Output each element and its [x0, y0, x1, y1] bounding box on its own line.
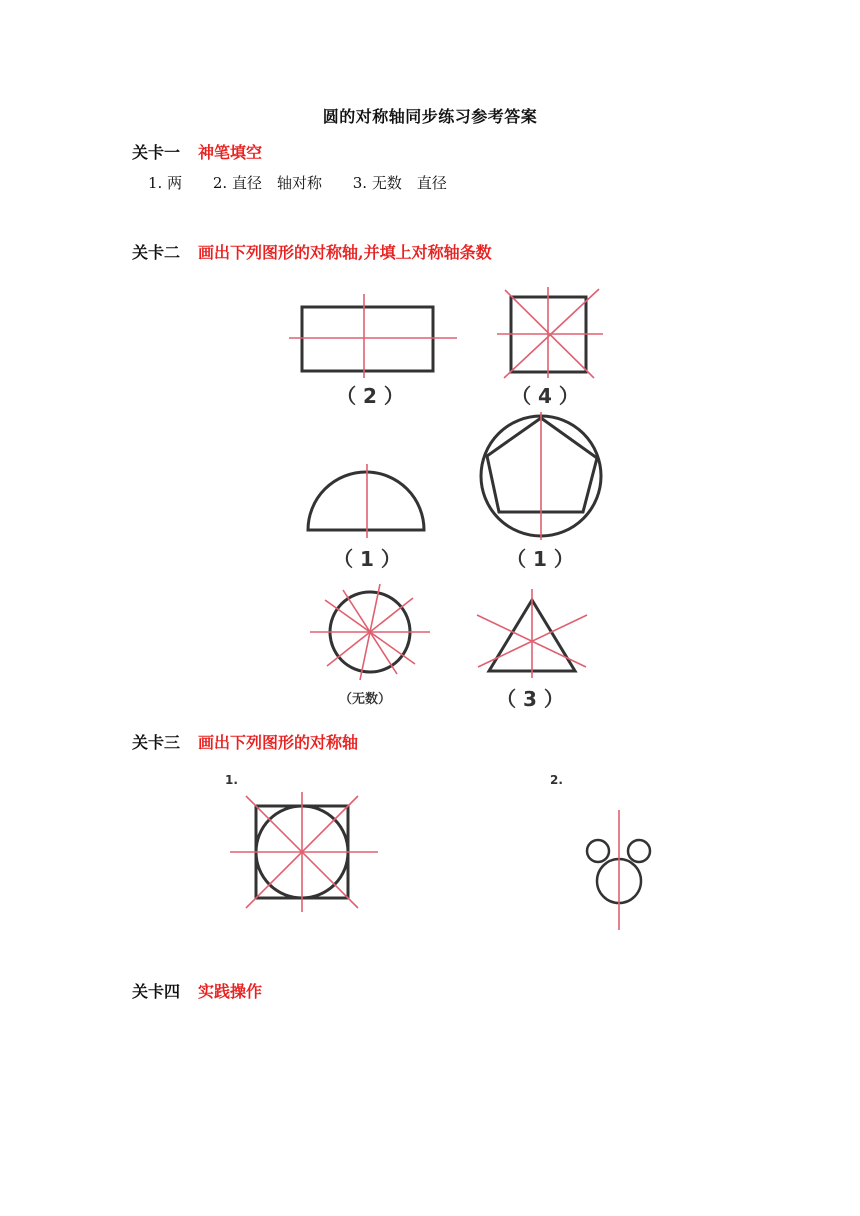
section-topic: 实践操作: [198, 982, 263, 1001]
section-label: 关卡三: [132, 733, 181, 752]
rectangle-figure: [285, 290, 465, 380]
mouse-head-figure: [575, 808, 665, 933]
section-label: 关卡二: [132, 243, 181, 262]
section-label: 关卡一: [132, 143, 181, 162]
question-number-1: 1.: [225, 773, 238, 787]
question-number-2: 2.: [550, 773, 563, 787]
section-heading-2: [132, 240, 492, 263]
pentagon-figure: [475, 408, 610, 543]
section-heading-1: [132, 140, 262, 163]
triangle-figure: [475, 585, 590, 680]
square-circle-figure: [228, 790, 383, 915]
section-topic: 画出下列图形的对称轴,并填上对称轴条数: [198, 243, 492, 262]
square-axis-count: （ 4 ）: [511, 384, 579, 408]
answer-2: 2. 直径 轴对称: [212, 174, 322, 192]
document-title: 圆的对称轴同步练习参考答案: [322, 107, 538, 126]
circle-axis-count: （无数）: [338, 692, 392, 707]
answer-3: 3. 无数 直径: [352, 174, 447, 192]
pentagon-axis-count: （ 1 ）: [506, 547, 574, 571]
answers-row: [148, 172, 473, 193]
semicircle-figure: [300, 460, 435, 540]
section-heading-3: [132, 730, 358, 753]
triangle-axis-count: （ 3 ）: [496, 687, 564, 711]
section-heading-4: [132, 979, 262, 1002]
section-label: 关卡四: [132, 982, 181, 1001]
circle-figure: [305, 580, 435, 685]
answer-1: 1. 两: [148, 174, 183, 192]
section-topic: 神笔填空: [198, 143, 263, 162]
rectangle-axis-count: （ 2 ）: [336, 384, 404, 408]
section-topic: 画出下列图形的对称轴: [198, 733, 359, 752]
semicircle-axis-count: （ 1 ）: [333, 547, 401, 571]
square-figure: [495, 285, 610, 380]
